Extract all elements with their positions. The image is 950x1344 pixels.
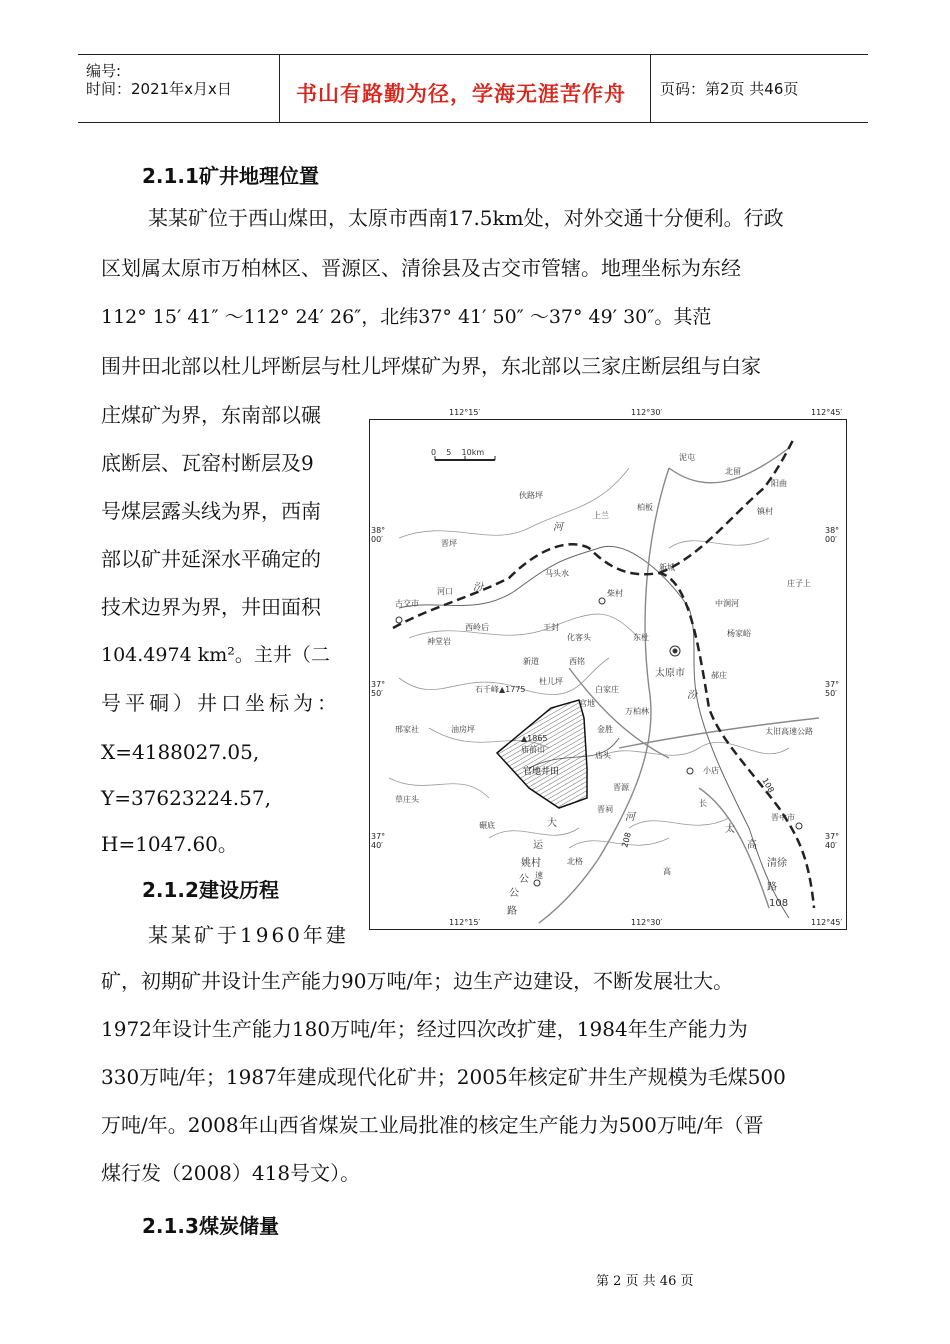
section-heading-location: 2.1.1矿井地理位置 bbox=[142, 164, 319, 188]
header-divider-2 bbox=[650, 54, 651, 122]
tick-top: 112°15′ bbox=[449, 408, 481, 417]
place-label: 路 bbox=[507, 906, 517, 917]
place-label: 柴村 bbox=[607, 589, 623, 598]
place-label: 太 bbox=[725, 824, 735, 835]
place-label: 路 bbox=[767, 882, 777, 893]
para-line: 某某矿于1960年建 bbox=[148, 923, 349, 947]
side-line: 技术边界为界，井田面积 bbox=[101, 595, 321, 619]
tick-bottom: 112°30′ bbox=[631, 918, 663, 927]
section-heading-history: 2.1.2建设历程 bbox=[142, 878, 279, 902]
terrain-lines bbox=[389, 468, 789, 848]
roads bbox=[539, 448, 819, 923]
para-line: 围井田北部以杜儿坪断层与杜儿坪煤矿为界，东北部以三家庄断层组与白家 bbox=[101, 354, 761, 378]
place-label: 晋源 bbox=[613, 783, 629, 792]
tick-right: 37° 50′ bbox=[825, 680, 840, 698]
side-line: 底断层、瓦窑村断层及9 bbox=[101, 451, 314, 475]
place-label: 庙前山 bbox=[521, 745, 545, 754]
para-line: 112° 15′ 41″ ～112° 24′ 26″，北纬37° 41′ 50″ ～37° 49′ 30″。其范 bbox=[101, 306, 712, 328]
header-bottom-rule bbox=[78, 122, 868, 123]
tick-left: 37° 50′ bbox=[371, 680, 386, 698]
side-line: 104.4974 km²。主井（二 bbox=[101, 644, 330, 666]
place-label: 伙路坪 bbox=[519, 491, 543, 500]
place-label: 官地 bbox=[579, 699, 595, 708]
place-label: 汾 bbox=[473, 582, 483, 593]
place-label: 上兰 bbox=[593, 511, 609, 520]
place-label: 王封 bbox=[543, 623, 559, 632]
para-line: 矿，初期矿井设计生产能力90万吨/年；边生产边建设，不断发展壮大。 bbox=[101, 969, 734, 993]
city-markers bbox=[396, 598, 802, 886]
tick-right: 37° 40′ bbox=[825, 832, 840, 850]
place-label: 小店 bbox=[703, 766, 719, 775]
tick-right: 38° 00′ bbox=[825, 526, 840, 544]
place-label: 大 bbox=[547, 818, 557, 829]
place-label: 高 bbox=[747, 840, 757, 851]
place-label: 金胜 bbox=[597, 725, 613, 734]
scale-label: 0 5 10km bbox=[431, 448, 485, 457]
place-label: 化客头 bbox=[567, 633, 591, 642]
place-label: 新城 bbox=[659, 563, 675, 572]
place-label: 草庄头 bbox=[395, 795, 419, 804]
para-line: 1972年设计生产能力180万吨/年；经过四次改扩建，1984年生产能力为 bbox=[101, 1017, 748, 1041]
place-label: 马头水 bbox=[545, 569, 569, 578]
place-label: 白家庄 bbox=[595, 685, 619, 694]
place-label: 北留 bbox=[725, 467, 741, 476]
place-label: 阳曲 bbox=[771, 479, 787, 488]
svg-text:108: 108 bbox=[760, 776, 776, 795]
place-label: 庄子上 bbox=[787, 579, 811, 588]
side-line: 庄煤矿为界，东南部以碾 bbox=[101, 403, 321, 427]
place-label: 官地井田 bbox=[523, 767, 560, 777]
side-line: 部以矿井延深水平确定的 bbox=[101, 547, 321, 571]
para-line: 万吨/年。2008年山西省煤炭工业局批准的核定生产能力为500万吨/年（晋 bbox=[101, 1113, 764, 1137]
header-top-rule bbox=[78, 54, 868, 55]
place-label: 长 bbox=[699, 799, 707, 808]
tick-bottom: 112°45′ bbox=[811, 918, 843, 927]
header-divider-1 bbox=[279, 54, 280, 122]
place-label: 河口 bbox=[437, 587, 453, 596]
place-label: 柏板 bbox=[637, 503, 653, 512]
side-line: 号平硐）井口坐标为： bbox=[101, 691, 341, 715]
place-label: 太旧高速公路 bbox=[765, 727, 813, 736]
place-label: 新道 bbox=[523, 657, 539, 666]
place-label: 河 bbox=[625, 812, 635, 823]
place-label: 公 bbox=[519, 874, 529, 885]
place-label: 高 bbox=[663, 867, 671, 876]
place-label: 石千峰▲1775 bbox=[475, 685, 526, 694]
place-label: 邢家社 bbox=[395, 725, 419, 734]
place-label: 速 bbox=[535, 871, 543, 880]
place-label: 太原市 bbox=[655, 668, 685, 679]
place-label: 郝庄 bbox=[711, 671, 727, 680]
place-label: 晋中市 bbox=[771, 813, 795, 822]
page-info: 页码：第2页 共46页 bbox=[660, 80, 799, 98]
para-line: 某某矿位于西山煤田，太原市西南17.5km处，对外交通十分便利。行政 bbox=[148, 206, 784, 230]
place-label: 古交市 bbox=[395, 599, 419, 608]
coord-y: Y=37623224.57, bbox=[101, 786, 271, 810]
para-line: 330万吨/年；1987年建成现代化矿井；2005年核定矿井生产规模为毛煤500 bbox=[101, 1065, 786, 1089]
place-label: 万柏林 bbox=[625, 707, 649, 716]
place-label: 北格 bbox=[567, 857, 583, 866]
tick-left: 37° 40′ bbox=[371, 832, 386, 850]
page-footer: 第 2 页 共 46 页 bbox=[596, 1274, 694, 1289]
place-label: 晋坪 bbox=[441, 539, 457, 548]
tick-left: 38° 00′ bbox=[371, 526, 386, 544]
place-label: 108 bbox=[769, 898, 789, 909]
place-label: 河 bbox=[553, 522, 563, 533]
place-label: 杜儿坪 bbox=[539, 677, 563, 686]
time-label: 时间：2021年x月x日 bbox=[86, 80, 232, 98]
place-label: 汾 bbox=[687, 690, 697, 701]
svg-text:208: 208 bbox=[620, 831, 633, 849]
para-line: 区划属太原市万柏林区、晋源区、清徐县及古交市管辖。地理坐标为东经 bbox=[101, 256, 741, 280]
header-motto: 书山有路勤为径，学海无涯苦作舟 bbox=[296, 82, 626, 106]
location-map bbox=[369, 408, 847, 930]
coord-h: H=1047.60。 bbox=[101, 832, 238, 856]
place-label: 东杜 bbox=[633, 633, 649, 642]
place-label: 碾底 bbox=[479, 821, 495, 830]
tick-bottom: 112°15′ bbox=[449, 918, 481, 927]
place-label: 西岭后 bbox=[465, 623, 489, 632]
place-label: 清徐 bbox=[767, 858, 787, 869]
tick-top: 112°45′ bbox=[811, 408, 843, 417]
para-line: 煤行发（2008）418号文）。 bbox=[101, 1161, 361, 1185]
place-label: 西铭 bbox=[569, 657, 585, 666]
place-label: ▲1865 bbox=[521, 734, 548, 743]
place-label: 中涧河 bbox=[715, 599, 739, 608]
place-label: 油房坪 bbox=[451, 725, 475, 734]
place-label: 店头 bbox=[595, 751, 611, 760]
place-label: 镇村 bbox=[757, 507, 773, 516]
place-label: 晋祠 bbox=[597, 805, 613, 814]
place-label: 神堂岩 bbox=[427, 637, 451, 646]
place-label: 运 bbox=[533, 840, 543, 851]
place-label: 姚村 bbox=[521, 858, 541, 869]
number-label: 编号: bbox=[86, 62, 122, 80]
tick-top: 112°30′ bbox=[631, 408, 663, 417]
coord-x: X=4188027.05, bbox=[101, 740, 260, 764]
place-label: 泥屯 bbox=[679, 453, 695, 462]
place-label: 杨家峪 bbox=[727, 629, 751, 638]
place-label: 公 bbox=[509, 888, 519, 899]
side-line: 号煤层露头线为界，西南 bbox=[101, 499, 321, 523]
section-heading-reserves: 2.1.3煤炭储量 bbox=[142, 1214, 279, 1238]
